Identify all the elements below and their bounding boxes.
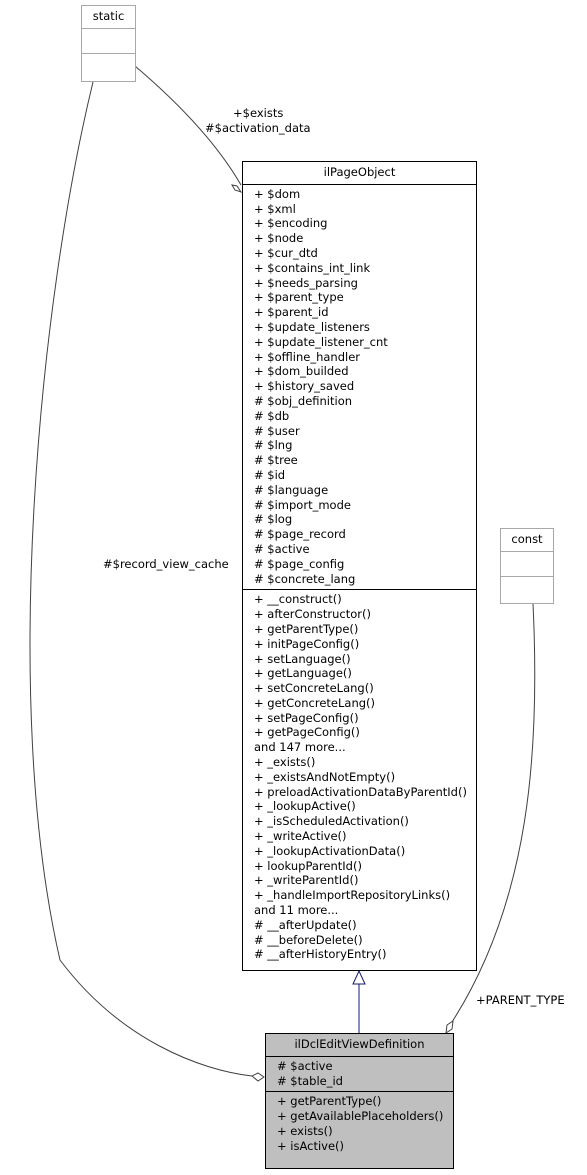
class-method: + _handleImportRepositoryLinks() xyxy=(254,888,451,903)
class-attribute: # $concrete_lang xyxy=(254,571,356,586)
class-method: + getPageConfig() xyxy=(254,725,360,740)
class-attributes-section xyxy=(243,185,476,591)
class-attribute: + $update_listeners xyxy=(254,319,370,334)
class-method: + getConcreteLang() xyxy=(254,695,376,710)
class-method: + exists() xyxy=(277,1123,333,1138)
class-method: + __construct() xyxy=(254,592,342,607)
class-attribute: # $db xyxy=(254,408,290,423)
class-method: + isActive() xyxy=(277,1138,345,1153)
class-attribute: + $contains_int_link xyxy=(254,260,371,275)
class-attribute: # $tree xyxy=(254,453,298,468)
class-attribute: # $user xyxy=(254,423,300,438)
class-attribute: # $import_mode xyxy=(254,497,351,512)
class-attribute: # $obj_definition xyxy=(254,393,353,408)
class-attribute: # $active xyxy=(254,541,310,556)
class-method: + _exists() xyxy=(254,755,316,770)
class-method: + getLanguage() xyxy=(254,666,352,681)
class-attribute: + $node xyxy=(254,231,304,246)
class-method: + getAvailablePlaceholders() xyxy=(277,1109,444,1124)
class-attribute: + $offline_handler xyxy=(254,349,360,364)
class-attributes-section xyxy=(82,29,135,54)
class-methods-section xyxy=(501,577,553,601)
class-methods-section xyxy=(243,590,476,965)
class-attribute: + $cur_dtd xyxy=(254,245,318,260)
class-methods-section xyxy=(82,54,135,78)
class-attribute: # $id xyxy=(254,467,286,482)
class-box-static[interactable] xyxy=(81,5,136,82)
class-attribute: # $log xyxy=(254,512,293,527)
edge-label-parent-type: +PARENT_TYPE xyxy=(476,993,565,1007)
class-box-const[interactable] xyxy=(500,528,554,604)
aggregation-diamond-icon xyxy=(446,1021,453,1033)
class-method: + initPageConfig() xyxy=(254,636,360,651)
class-method: # __beforeDelete() xyxy=(254,932,363,947)
class-attribute: # $page_config xyxy=(254,556,345,571)
class-attribute: + $encoding xyxy=(254,216,328,231)
class-method: # __afterUpdate() xyxy=(254,917,357,932)
edge-label-exists: +$exists xyxy=(233,106,284,120)
class-attributes-section xyxy=(501,552,553,577)
class-methods-section xyxy=(266,1092,453,1156)
class-method: + setConcreteLang() xyxy=(254,681,374,696)
class-method: + getParentType() xyxy=(254,621,359,636)
class-attributes-section xyxy=(266,1057,453,1093)
class-method: + _existsAndNotEmpty() xyxy=(254,769,396,784)
class-method: and 11 more... xyxy=(254,903,339,918)
class-method: + _lookupActive() xyxy=(254,799,356,814)
class-method: + setPageConfig() xyxy=(254,710,359,725)
edge-label-record-view-cache: #$record_view_cache xyxy=(103,557,229,571)
class-method: and 147 more... xyxy=(254,740,346,755)
class-attribute: + $xml xyxy=(254,201,296,216)
edge-label-activation-data: #$activation_data xyxy=(205,121,311,135)
class-attribute: + $needs_parsing xyxy=(254,275,358,290)
class-method: + afterConstructor() xyxy=(254,607,371,622)
class-method: + _writeActive() xyxy=(254,829,347,844)
class-method: + preloadActivationDataByParentId() xyxy=(254,784,467,799)
class-method: + _lookupActivationData() xyxy=(254,843,406,858)
aggregation-diamond-icon xyxy=(232,185,241,192)
class-method: # __afterHistoryEntry() xyxy=(254,947,387,962)
class-attribute: # $table_id xyxy=(277,1073,343,1088)
class-attribute: + $dom xyxy=(254,186,301,201)
inheritance-arrow-icon xyxy=(353,971,365,984)
class-method: + lookupParentId() xyxy=(254,858,362,873)
class-method: + getParentType() xyxy=(277,1094,382,1109)
class-title: static xyxy=(82,6,135,29)
class-attribute: # $active xyxy=(277,1058,333,1073)
class-title: ilDclEditViewDefinition xyxy=(266,1034,453,1057)
class-attribute: + $history_saved xyxy=(254,379,355,394)
class-box-ildcleditviewdefinition[interactable] xyxy=(265,1033,454,1169)
class-attribute: + $parent_type xyxy=(254,290,344,305)
class-attribute: + $update_listener_cnt xyxy=(254,334,388,349)
aggregation-diamond-icon xyxy=(252,1073,264,1081)
class-attribute: # $lng xyxy=(254,438,293,453)
class-method: + setLanguage() xyxy=(254,651,351,666)
class-method: + _isScheduledActivation() xyxy=(254,814,409,829)
class-attribute: + $parent_id xyxy=(254,305,329,320)
class-title: const xyxy=(501,529,553,552)
class-attribute: # $language xyxy=(254,482,329,497)
class-title: ilPageObject xyxy=(243,162,476,185)
class-method: + _writeParentId() xyxy=(254,873,359,888)
class-box-ilpageobject[interactable] xyxy=(242,161,477,971)
edge-static-to-ildcleditviewdefinition xyxy=(30,82,252,1076)
class-attribute: + $dom_builded xyxy=(254,364,349,379)
class-attribute: # $page_record xyxy=(254,527,346,542)
